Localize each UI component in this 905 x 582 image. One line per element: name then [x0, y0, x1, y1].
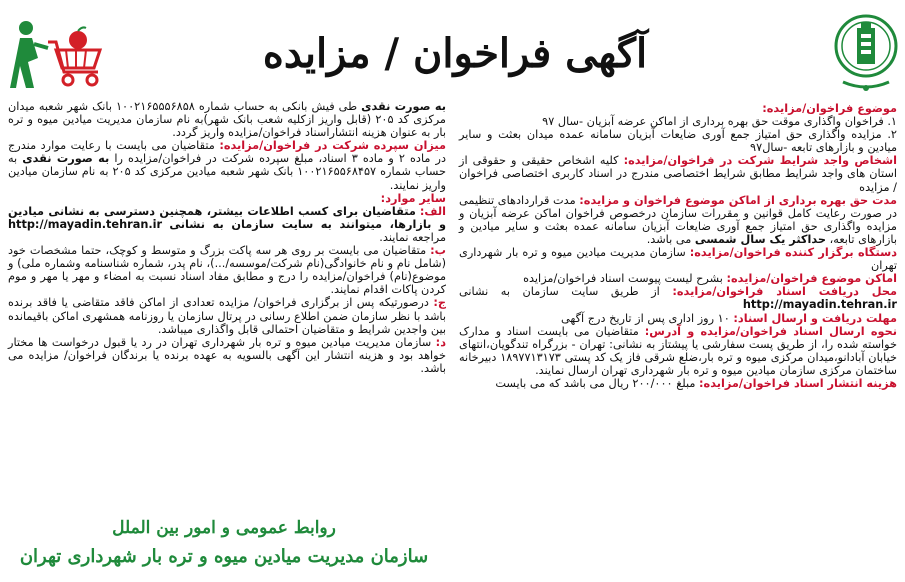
cash-text: طی فیش بانکی به حساب شماره ۱۰۰۲۱۶۵۵۵۶۸۵۸ بانک شهر شعبه میدان مرکزی کد ۲۰۵ (قابل واریز ازکلیه شعب بانک شهر)به نام سازمان مدیریت میادین میوه و تره بار به عنوان هزینه انتشاراسناد فراخوان/مزایده واریز گردد.: [8, 100, 446, 140]
organizer-text: سازمان مدیریت میادین میوه و تره بار شهرداری تهران: [459, 246, 897, 273]
cost-text: مبلغ ۲۰۰/۰۰۰ ریال می باشد که می بایست: [495, 376, 696, 390]
docs-text: از طریق سایت سازمان به نشانی: [459, 285, 660, 299]
item-a-label: الف:: [419, 204, 446, 218]
item-a-tail: مراجعه نمایند.: [379, 230, 446, 244]
header: [0, 0, 905, 100]
subject-item-2: ۲. مزایده واگذاری حق امتیاز جمع آوری ضایعات آبزیان سامانه عمده میدان بعثت و سایر میادین و بازارهای تابعه -سال۹۷: [459, 128, 897, 155]
deposit-tail: به حساب شماره ۱۰۰۲۱۶۵۵۶۸۴۵۷ بانک شهر شعبه میادین مرکزی کد ۲۰۵ به نام سازمان میادین واریز نمایند.: [8, 152, 446, 192]
places-text: بشرح لیست پیوست اسناد فراخوان/مزایده: [523, 272, 723, 286]
duration-tail: می باشد.: [646, 232, 692, 246]
item-b-label: ب:: [430, 244, 446, 258]
right-column: [459, 102, 897, 390]
left-column: [8, 100, 446, 375]
item-a-text: متقاضیان برای کسب اطلاعات بیشتر، همچنین دسترسی به نشانی میادین و بازارها، میتوانند به سایت سازمان به نشانی: [8, 204, 447, 231]
page-title: آگهی فراخوان / مزایده: [262, 30, 648, 77]
duration-text: مدت قراردادهای تنظیمی در صورت رعایت کامل قوانین و مقررات سازمان درخصوص فراخوان اماکن عرضه آبزیان و مزایده واگذاری حق امتیاز جمع آوری ضایعات آبزیان سامانه عمده بعثت و سایر میادین و بازارهای تابعه،: [459, 193, 897, 246]
cash-bold: به صورت نقدی: [361, 100, 446, 113]
places-heading: اماکن موضوع فراخوان/مزایده:: [726, 272, 897, 286]
deadline-heading: مهلت دریافت و ارسال اسناد:: [733, 311, 897, 325]
item-c-text: درصورتیکه پس از برگزاری فراخوان/ مزایده تعدادی از اماکن فاقد متقاضی یا فاقد برنده باشد با نظر سازمان ضمن اطلاع رسانی در پرتال سازمان یا روزنامه همشهری اماکن باقیمانده بین واجدین شرایط و متقاضیان احتمالی قابل واگذاری میباشد.: [8, 296, 446, 336]
docs-heading: محل دریافت اسناد فراخوان/مزایده:: [672, 285, 898, 299]
duration-bold: حداکثر یک سال شمسی: [694, 232, 827, 246]
footer-department: روابط عمومی و امور بین الملل: [112, 518, 336, 538]
organizer-heading: دستگاه برگزار کننده فراخوان/مزایده:: [689, 246, 897, 260]
subject-heading: موضوع فراخوان/مزایده:: [762, 102, 897, 115]
deadline-text: ۱۰ روز اداری پس از تاریخ درج آگهی: [561, 311, 730, 325]
deposit-heading: میزان سپرده شرکت در فراخوان/مزایده:: [219, 139, 446, 153]
cost-heading: هزینه انتشار اسناد فراخوان/مزایده:: [699, 376, 897, 390]
item-c-label: ج:: [433, 296, 446, 310]
submit-text: متقاضیان می بایست اسناد و مدارک خواسته شده را، از طریق پست سفارشی یا پیشتاز به نشانی: تهران - بزرگراه تندگویان،انتهای خیابان آبادانو،میدان مرکزی میوه و تره بار،ضلع شرقی فاز یک کد پستی ۱۸۹۷۷۱۳۱۷۳ دبیرخانه ساختمان مرکزی سازمان میادین میوه و تره بار شهرداری تهران ارسال نمایند.: [459, 324, 897, 377]
footer-organization: سازمان مدیریت میادین میوه و تره بار شهرداری تهران: [19, 546, 429, 567]
item-a-url-link[interactable]: http://mayadin.tehran.ir: [8, 217, 163, 231]
tehran-municipality-emblem-icon: [833, 8, 899, 96]
shopping-cart-icon: [8, 18, 104, 92]
item-b-text: متقاضیان می بایست بر روی هر سه پاکت بزرگ و متوسط و کوچک، حتما مشخصات خود (شامل نام و نام خانوادگی(نام شرکت/موسسه/...)، نام پدر، شماره شناسنامه وشماره ملی) و موضوع(نام) فراخوان/مزایده را درج و مطابق مفاد اسناد نسبت به امضاء و مهر یا مهر و موم کردن پاکات اقدام نمایند.: [8, 244, 446, 297]
eligibility-text: کلیه اشخاص حقیقی و حقوقی از استان های واجد شرایط مطابق شرایط اختصاصی مندرج در اسناد کاربری اختصاصی فراخوان / مزایده: [459, 154, 897, 194]
item-d-label: د:: [435, 335, 446, 349]
other-heading: سایر موارد:: [380, 191, 446, 205]
subject-item-1: ۱. فراخوان واگذاری موقت حق بهره برداری از اماکن عرضه آبزیان -سال ۹۷: [542, 115, 897, 129]
duration-heading: مدت حق بهره برداری از اماکن موضوع فراخوان و مزایده:: [579, 193, 898, 207]
eligibility-heading: اشخاص واجد شرایط شرکت در فراخوان/مزایده:: [623, 154, 897, 168]
submit-heading: نحوه ارسال اسناد فراخوان/مزایده و آدرس:: [644, 324, 898, 338]
deposit-text: متقاضیان می بایست با رعایت موارد مندرج در ماده ۲ و ماده ۳ اسناد، مبلغ سپرده شرکت در فراخوان/مزایده را: [8, 139, 446, 166]
deposit-bold: به صورت نقدی: [22, 152, 110, 166]
docs-url-link[interactable]: http://mayadin.tehran.ir: [742, 298, 897, 312]
item-d-text: سازمان مدیریت میادین میوه و تره بار شهرداری تهران در رد یا قبول درخواست ها مختار خواهد بود و هزینه انتشار این آگهی بالسویه به عهده برنده یا برندگان فراخوان/ مزایده می باشد.: [8, 335, 446, 375]
